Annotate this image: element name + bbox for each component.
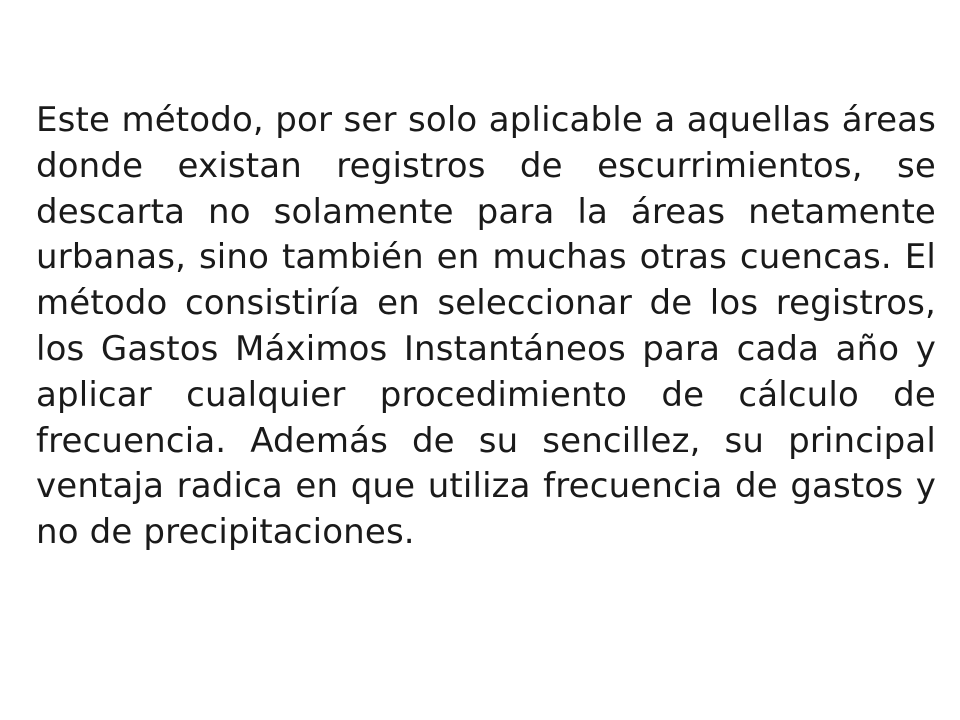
- body-paragraph: Este método, por ser solo aplicable a aquellas áreas donde existan registros de escurrimientos, se descarta no solamente para la áreas netamente urbanas, sino también en muchas otras cuencas. El método consistiría en seleccionar de los registros, los Gastos Máximos Instantáneos para cada año y aplicar cualquier procedimiento de cálculo de frecuencia. Además de su sencillez, su principal ventaja radica en que utiliza frecuencia de gastos y no de precipitaciones.: [36, 100, 936, 553]
